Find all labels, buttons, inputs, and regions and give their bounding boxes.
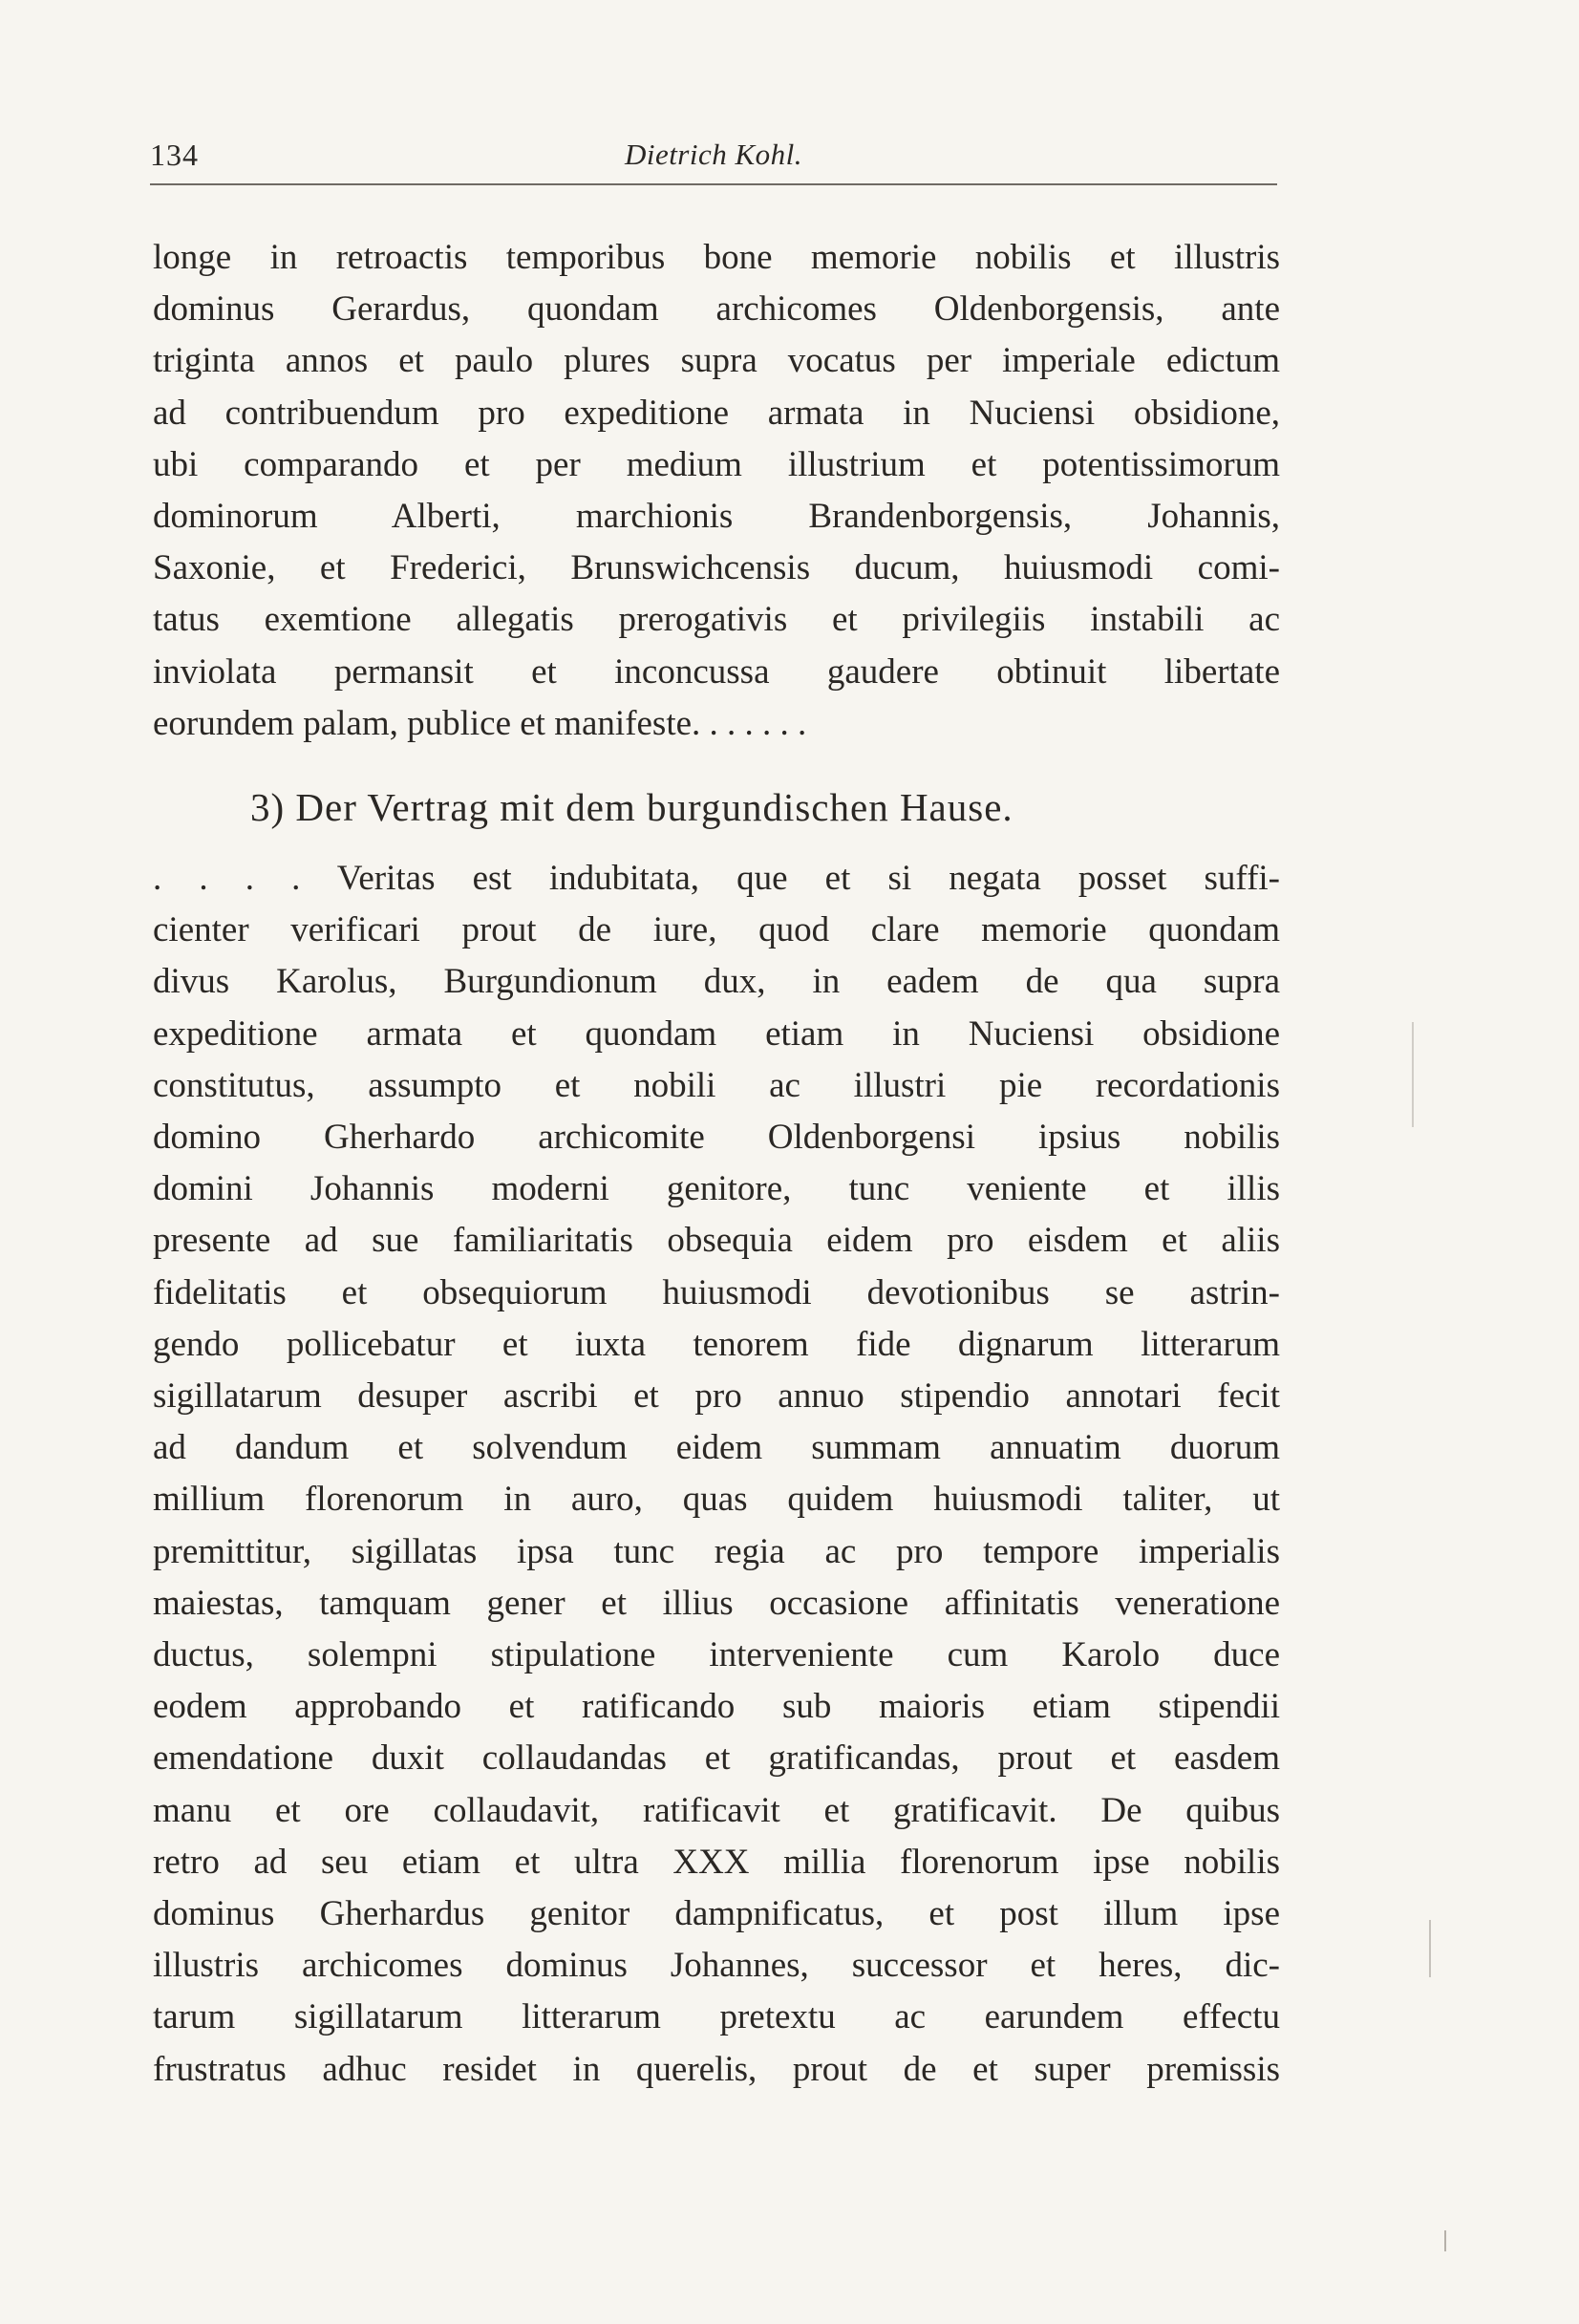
text-line: tarum sigillatarum litterarum pretextu ac earundem effectu (153, 1997, 1280, 2037)
text-line: constitutus, assumpto et nobili ac illustri pie recordationis (153, 1065, 1280, 1105)
text-line: ubi comparando et per medium illustrium et potentissimorum (153, 444, 1280, 484)
paragraph-treaty (153, 853, 1280, 2096)
page-number: 134 (150, 138, 199, 172)
text-line: frustratus adhuc residet in querelis, prout de et super premissis (153, 2049, 1280, 2089)
running-title: Dietrich Kohl. (624, 138, 803, 171)
text-line: retro ad seu etiam et ultra XXX millia florenorum ipse nobilis (153, 1842, 1280, 1882)
section-heading: 3) Der Vertrag mit dem burgundischen Hause. (250, 785, 1014, 829)
text-line: triginta annos et paulo plures supra vocatus per imperiale edictum (153, 341, 1280, 381)
text-line: emendatione duxit collaudandas et gratificandas, prout et easdem (153, 1738, 1280, 1779)
text-line: fidelitatis et obsequiorum huiusmodi devotionibus se astrin- (153, 1272, 1280, 1312)
text-line: domino Gherhardo archicomite Oldenborgensi ipsius nobilis (153, 1118, 1280, 1158)
text-line: premittitur, sigillatas ipsa tunc regia ac pro tempore imperialis (153, 1531, 1280, 1571)
text-line: domini Johannis moderni genitore, tunc veniente et illis (153, 1169, 1280, 1209)
text-line: divus Karolus, Burgundionum dux, in eadem de qua supra (153, 962, 1280, 1002)
text-line: longe in retroactis temporibus bone memorie nobilis et illustris (153, 238, 1280, 277)
text-line: cienter verificari prout de iure, quod clare memorie quondam (153, 910, 1280, 950)
text-line: eorundem palam, publice et manifeste. . . . . . . (153, 703, 807, 743)
text-line: ad contribuendum pro expeditione armata in Nuciensi obsidione, (153, 393, 1280, 433)
text-line: dominus Gerardus, quondam archicomes Oldenborgensis, ante (153, 289, 1280, 330)
text-line: maiestas, tamquam gener et illius occasione affinitatis veneratione (153, 1583, 1280, 1623)
text-line: tatus exemtione allegatis prerogativis et privilegiis instabili ac (153, 600, 1280, 640)
text-line: inviolata permansit et inconcussa gaudere obtinuit libertate (153, 651, 1280, 692)
text-line: dominorum Alberti, marchionis Brandenborgensis, Johannis, (153, 497, 1280, 537)
margin-rule (1412, 1022, 1414, 1127)
running-head (150, 136, 1277, 185)
text-line: ad dandum et solvendum eidem summam annuatim duorum (153, 1428, 1280, 1468)
text-line: eodem approbando et ratificando sub maioris etiam stipendii (153, 1687, 1280, 1727)
text-line: dominus Gherhardus genitor dampnificatus, et post illum ipse (153, 1894, 1280, 1934)
text-line: manu et ore collaudavit, ratificavit et gratificavit. De quibus (153, 1790, 1280, 1830)
text-line: millium florenorum in auro, quas quidem huiusmodi taliter, ut (153, 1480, 1280, 1520)
text-line: gendo pollicebatur et iuxta tenorem fide dignarum litterarum (153, 1324, 1280, 1364)
paragraph-continuation (153, 232, 1280, 750)
text-line: expeditione armata et quondam etiam in Nuciensi obsidione (153, 1013, 1280, 1054)
text-line: sigillatarum desuper ascribi et pro annuo stipendio annotari fecit (153, 1376, 1280, 1417)
margin-rule (1444, 2230, 1446, 2251)
text-line: ductus, solempni stipulatione interveniente cum Karolo duce (153, 1635, 1280, 1675)
text-line: illustris archicomes dominus Johannes, successor et heres, dic- (153, 1946, 1280, 1986)
text-line: . . . . Veritas est indubitata, que et si negata posset suffi- (153, 859, 1280, 898)
text-line: presente ad sue familiaritatis obsequia eidem pro eisdem et aliis (153, 1221, 1280, 1261)
margin-rule (1429, 1920, 1431, 1977)
text-line: Saxonie, et Frederici, Brunswichcensis ducum, huiusmodi comi- (153, 548, 1280, 588)
